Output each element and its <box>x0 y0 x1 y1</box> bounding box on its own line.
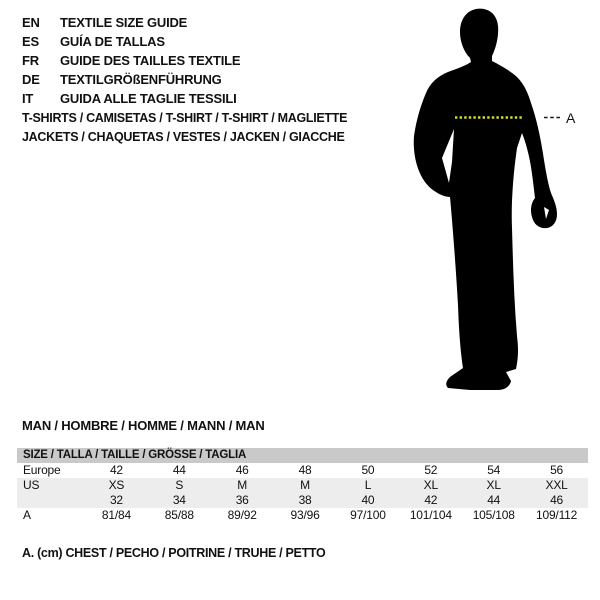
language-code: FR <box>22 53 39 68</box>
table-cell: XXL <box>545 478 568 492</box>
table-cell: 42 <box>424 493 438 507</box>
table-cell: 54 <box>487 463 501 477</box>
table-row-europe <box>17 463 588 478</box>
language-code: ES <box>22 34 39 49</box>
table-cell: 34 <box>172 493 186 507</box>
table-cell: 44 <box>487 493 501 507</box>
table-row-us-numeric <box>17 493 588 508</box>
table-cell: S <box>175 478 184 492</box>
table-cell: M <box>237 478 248 492</box>
table-cell: XS <box>108 478 125 492</box>
table-cell: 32 <box>109 493 123 507</box>
table-cell: 109/112 <box>536 508 578 522</box>
row-label: US <box>23 478 40 492</box>
language-term: GUIDA ALLE TAGLIE TESSILI <box>60 91 237 106</box>
table-cell: 105/108 <box>472 508 515 522</box>
table-cell: 44 <box>172 463 186 477</box>
table-cell: 89/92 <box>227 508 257 522</box>
table-row-chest-a <box>17 508 588 523</box>
table-cell: XL <box>486 478 501 492</box>
language-code: EN <box>22 15 40 30</box>
table-cell: 48 <box>298 463 312 477</box>
row-label: A <box>23 508 31 522</box>
table-cell: 36 <box>235 493 249 507</box>
language-code: IT <box>22 91 34 106</box>
table-cell: M <box>300 478 310 492</box>
table-cell: 40 <box>361 493 375 507</box>
table-cell: 93/96 <box>290 508 320 522</box>
table-cell: 46 <box>550 493 564 507</box>
table-cell: 81/84 <box>101 508 131 522</box>
chest-measurement-note: A. (cm) CHEST / PECHO / POITRINE / TRUHE / PETTO <box>22 546 326 560</box>
table-cell: 85/88 <box>164 508 194 522</box>
table-cell: 101/104 <box>409 508 452 522</box>
row-label <box>17 493 85 508</box>
table-row-us <box>17 478 588 493</box>
table-cell: 56 <box>550 463 564 477</box>
size-table <box>17 448 588 523</box>
language-term: GUÍA DE TALLAS <box>60 34 165 49</box>
language-code: DE <box>22 72 40 87</box>
table-cell: XL <box>423 478 438 492</box>
row-label: Europe <box>23 463 61 477</box>
category-line: JACKETS / CHAQUETAS / VESTES / JACKEN / GIACCHE <box>22 130 345 144</box>
table-cell: L <box>364 478 372 492</box>
table-cell: 50 <box>361 463 375 477</box>
table-cell: 46 <box>235 463 249 477</box>
table-cell: 52 <box>424 463 438 477</box>
language-term: TEXTILGRÖßENFÜHRUNG <box>60 72 222 87</box>
language-term: TEXTILE SIZE GUIDE <box>60 15 188 30</box>
section-heading-man: MAN / HOMBRE / HOMME / MANN / MAN <box>22 418 265 433</box>
language-term: GUIDE DES TAILLES TEXTILE <box>60 53 241 68</box>
table-cell: 38 <box>298 493 312 507</box>
man-silhouette <box>414 9 557 390</box>
table-cell: 42 <box>109 463 123 477</box>
measure-label-a: A <box>566 110 576 126</box>
size-table-header: SIZE / TALLA / TAILLE / GRÖSSE / TAGLIA <box>17 448 588 463</box>
category-line: T-SHIRTS / CAMISETAS / T-SHIRT / T-SHIRT / MAGLIETTE <box>22 111 348 125</box>
table-cell: 97/100 <box>350 508 386 522</box>
